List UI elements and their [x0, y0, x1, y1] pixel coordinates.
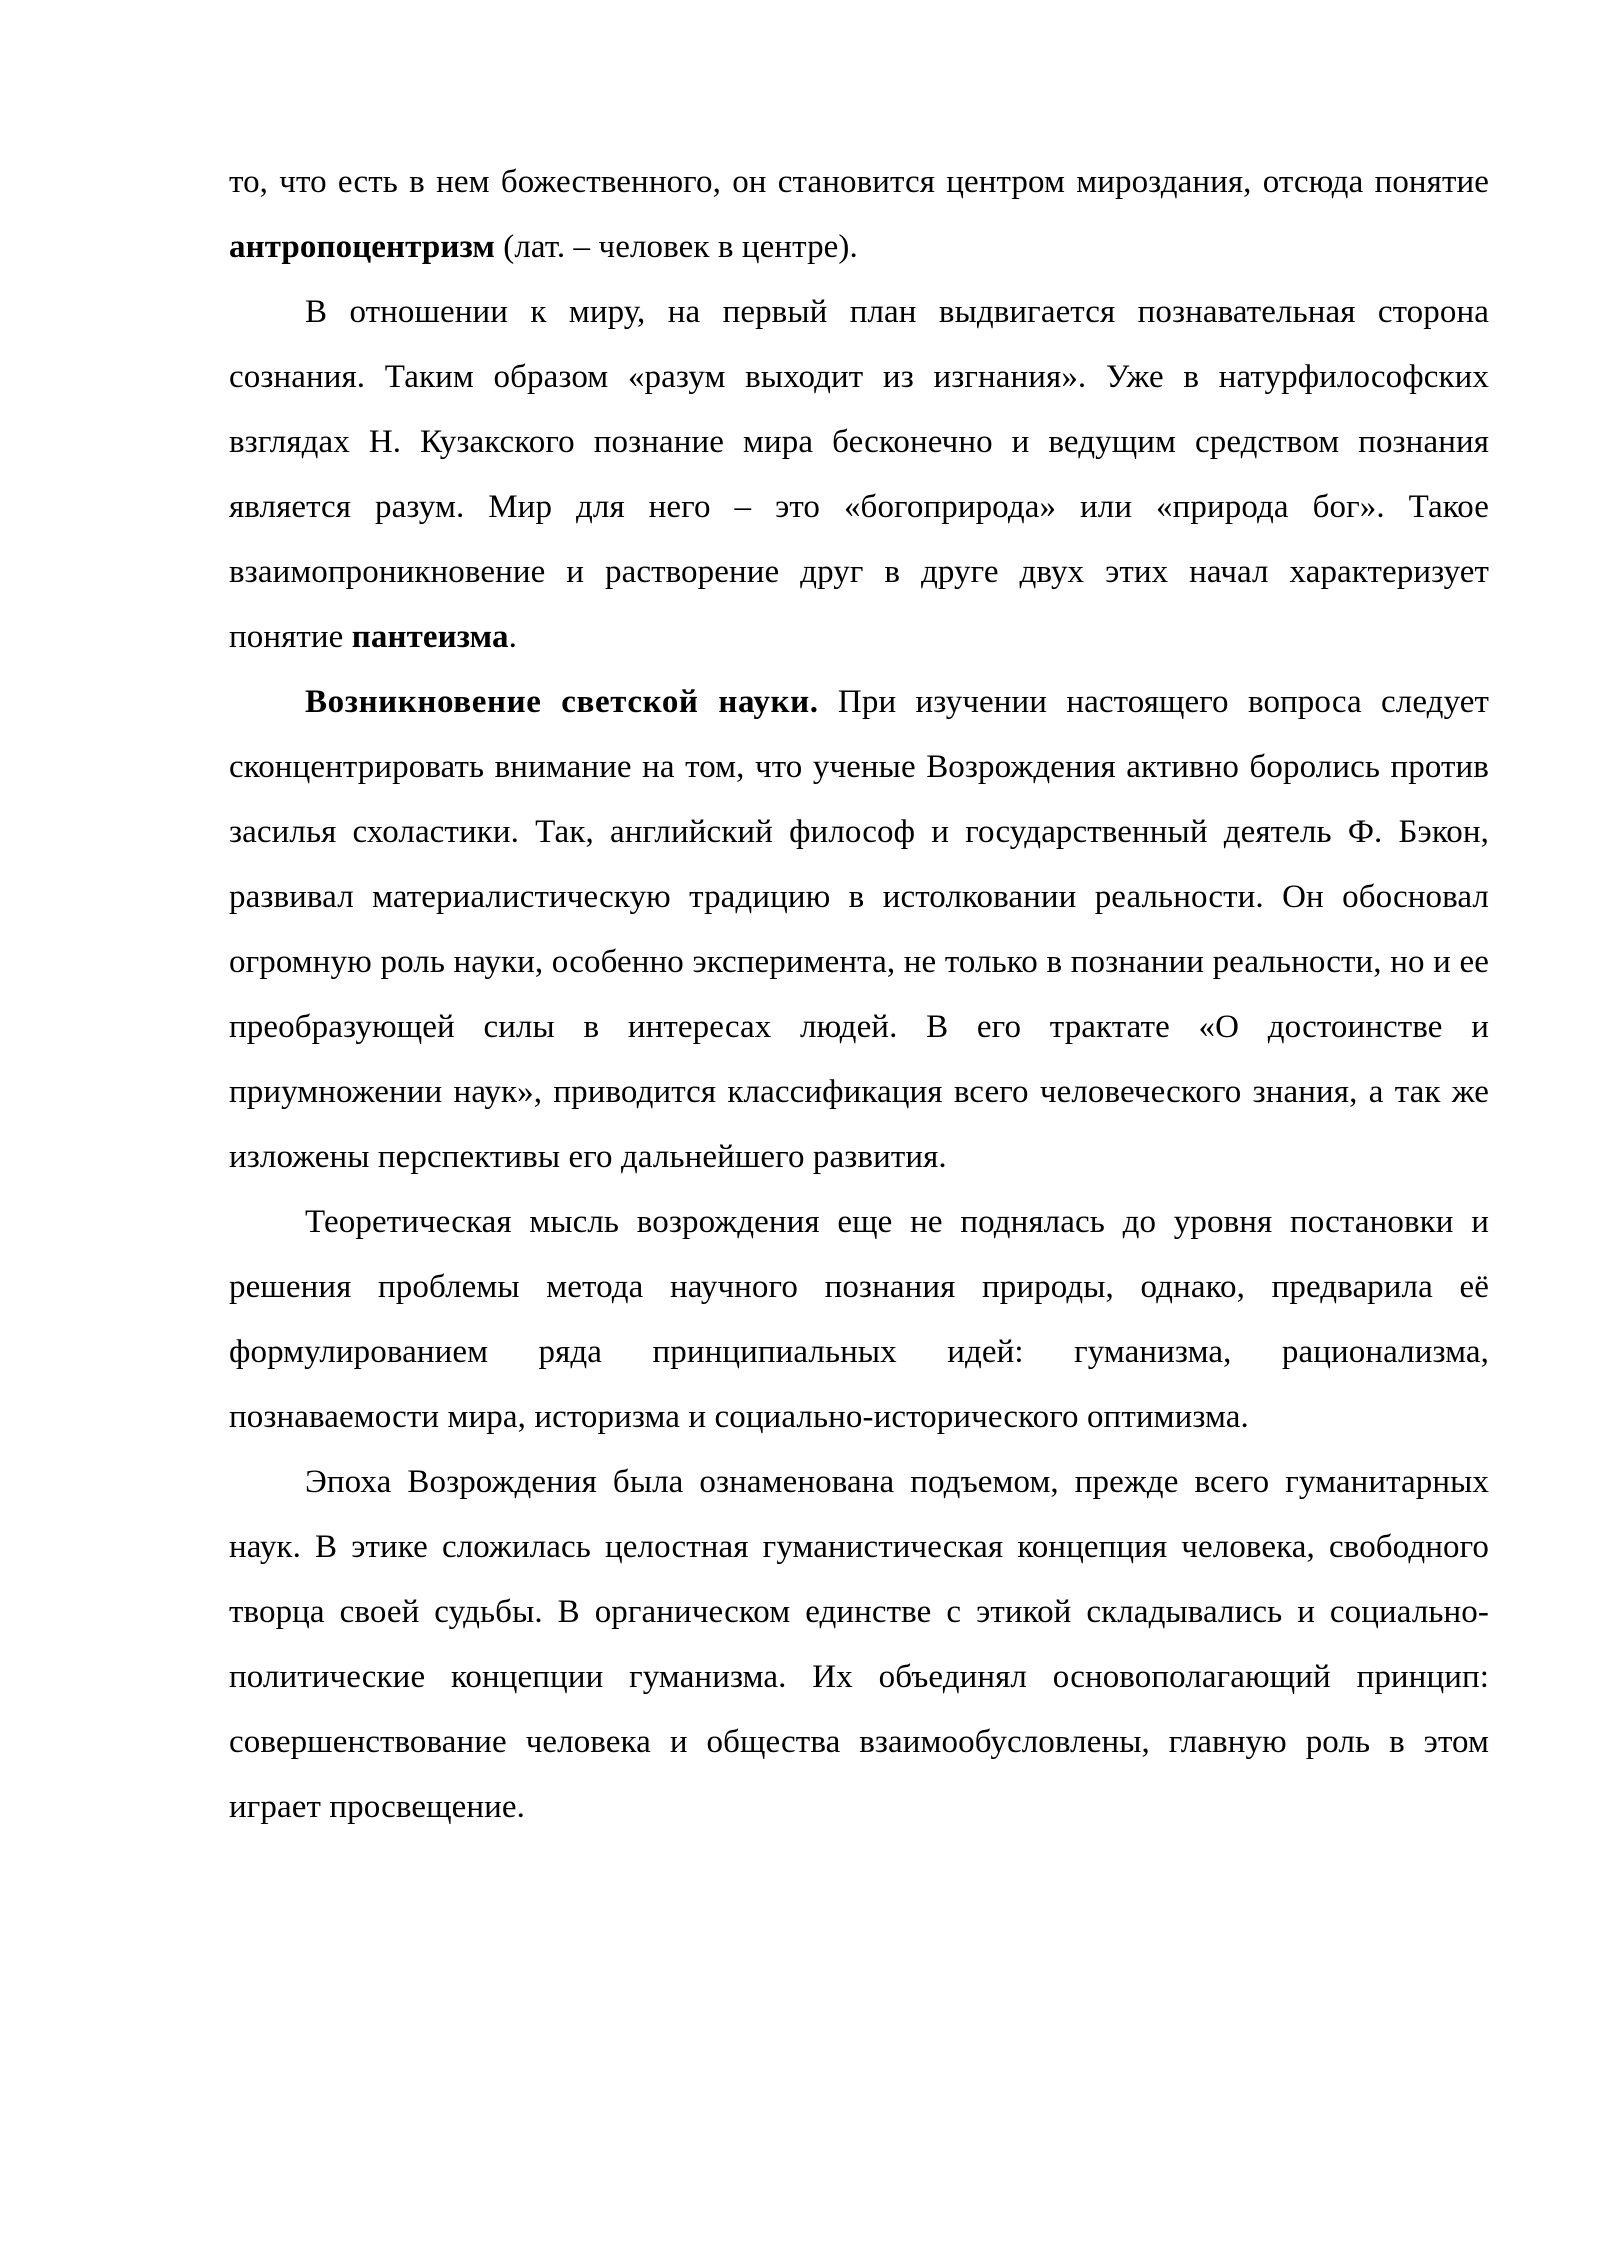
term-anthropocentrism: антропоцентризм: [229, 229, 495, 265]
paragraph-anthropocentrism: [229, 150, 1489, 280]
paragraph-renaissance-epoch: [229, 1450, 1489, 1840]
section-heading-secular-science: Возникновение светской науки.: [305, 684, 819, 720]
term-pantheism: пантеизма: [351, 619, 509, 655]
paragraph-secular-science: [229, 670, 1489, 1190]
paragraph-text: .: [508, 619, 517, 655]
paragraph-text: (лат. – человек в центре).: [494, 229, 858, 265]
paragraph-text: Эпоха Возрождения была ознаменована подъемом, прежде всего гуманитарных наук. В этике сложилась целостная гуманистическая концепция человека, свободного творца своей судьбы. В органическом единстве с этикой складывались и социально-политические концепции гуманизма. Их объединял основополагающий принцип: совершенствование человека и общества взаимообусловлены, главную роль в этом играет просвещение.: [229, 1464, 1489, 1825]
paragraph-theoretical-thought: [229, 1190, 1489, 1450]
paragraph-text: При изучении настоящего вопроса следует сконцентрировать внимание на том, что ученые Возрождения активно боролись против засилья схоластики. Так, английский философ и государственный деятель Ф. Бэкон, развивал материалистическую традицию в истолковании реальности. Он обосновал огромную роль науки, особенно эксперимента, не только в познании реальности, но и ее преобразующей силы в интересах людей. В его трактате «О достоинстве и приумножении наук», приводится классификация всего человеческого знания, а так же изложены перспективы его дальнейшего развития.: [229, 684, 1489, 1175]
paragraph-text: то, что есть в нем божественного, он становится центром мироздания, отсюда понятие: [229, 164, 1489, 200]
paragraph-text: Теоретическая мысль возрождения еще не поднялась до уровня постановки и решения проблемы метода научного познания природы, однако, предварила её формулированием ряда принципиальных идей: гуманизма, рационализма, познаваемости мира, историзма и социально-исторического оптимизма.: [229, 1204, 1489, 1435]
paragraph-cognition: [229, 280, 1489, 670]
document-page: [229, 150, 1489, 1840]
paragraph-text: В отношении к миру, на первый план выдвигается познавательная сторона сознания. Таким образом «разум выходит из изгнания». Уже в натурфилософских взглядах Н. Кузакского познание мира бесконечно и ведущим средством познания является разум. Мир для него – это «богоприрода» или «природа бог». Такое взаимопроникновение и растворение друг в друге двух этих начал характеризует понятие: [229, 294, 1489, 655]
